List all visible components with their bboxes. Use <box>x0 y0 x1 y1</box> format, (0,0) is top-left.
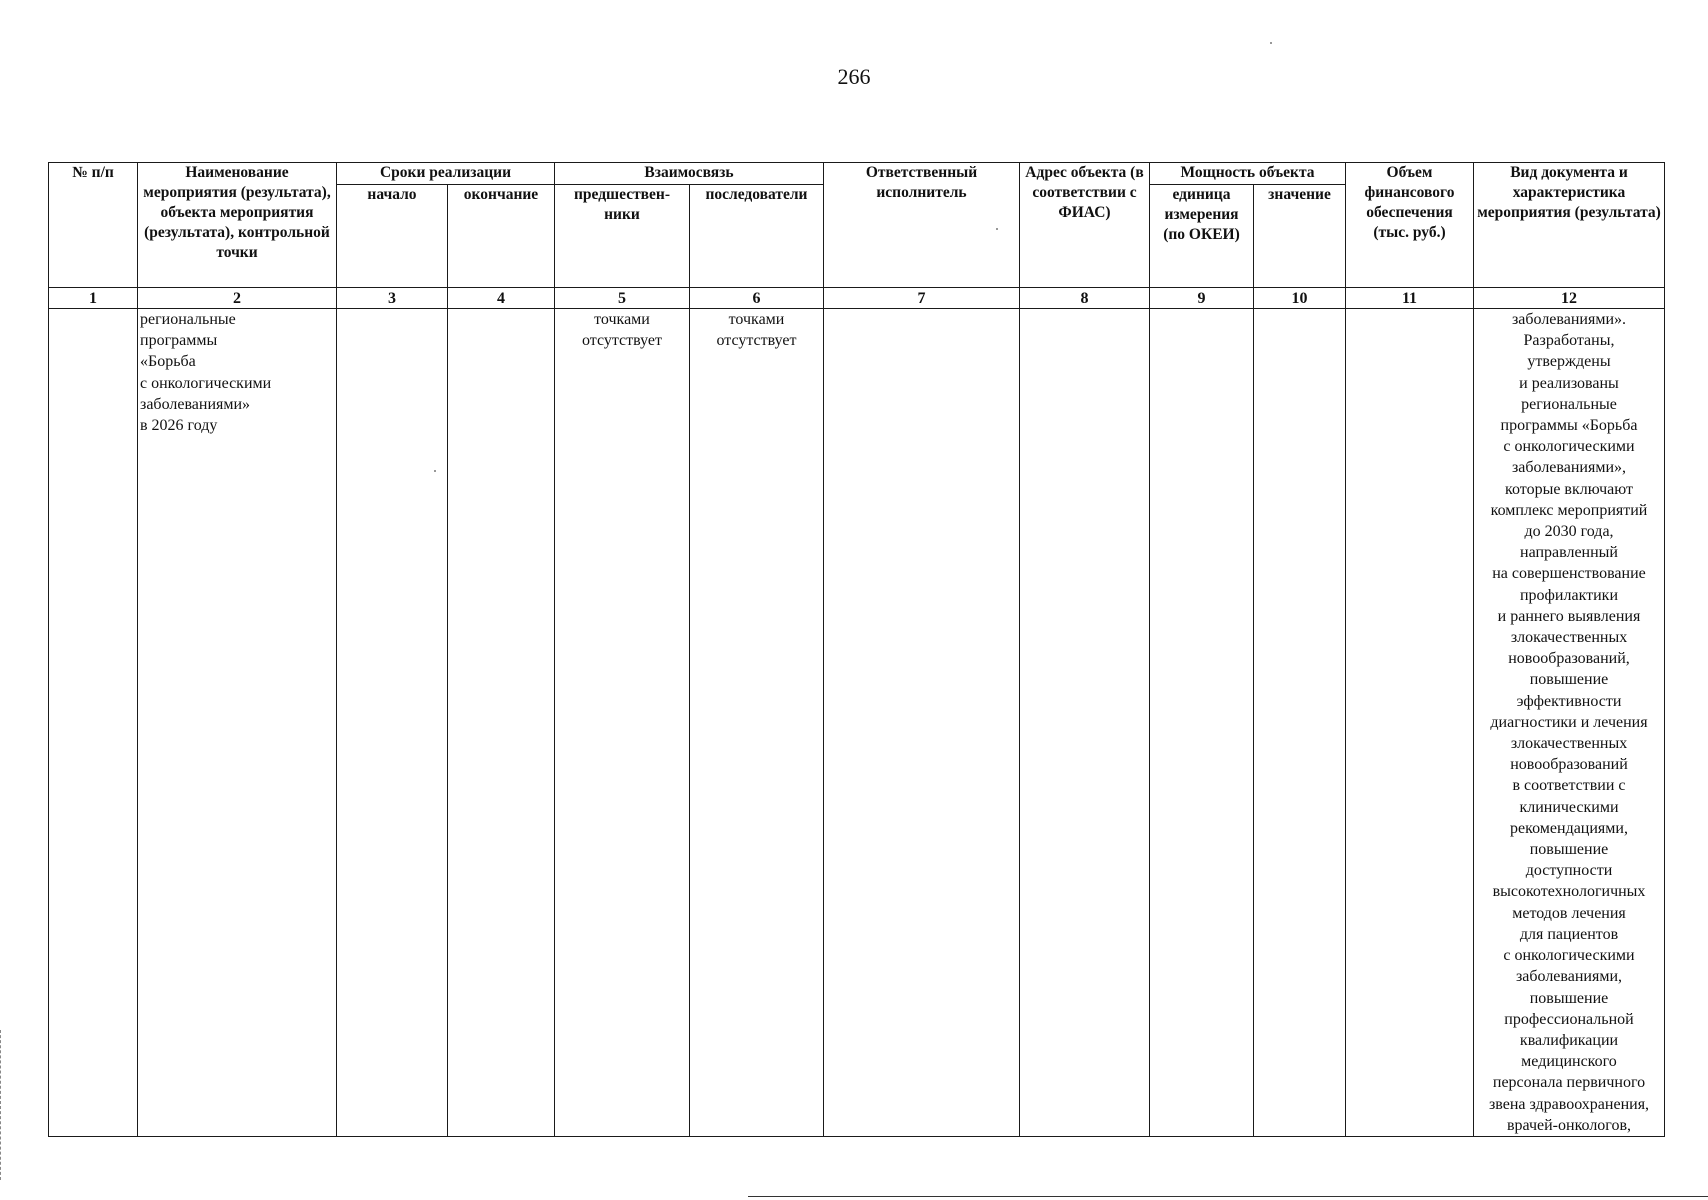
text-line: профессиональной <box>1504 1010 1634 1028</box>
text-line: злокачественных <box>1510 735 1628 753</box>
header-link-pred: предшествен-ники <box>555 184 690 287</box>
text-line: эффективности <box>1516 692 1622 710</box>
column-number: 1 <box>49 288 138 309</box>
text-line: до 2030 года, <box>1524 523 1614 541</box>
text-line: Разработаны, <box>1523 332 1615 350</box>
text-line: на совершенствование <box>1492 565 1646 583</box>
page-number: 266 <box>837 64 871 89</box>
activities-table <box>48 162 1665 1137</box>
column-number: 2 <box>138 288 337 309</box>
text-line: направленный <box>1520 544 1618 562</box>
scan-bottom-line <box>748 1196 1708 1197</box>
text-line: повышение <box>1529 841 1609 859</box>
text-line: точками <box>594 311 650 328</box>
text-line: высокотехнологичных <box>1492 883 1646 901</box>
text-line: с онкологическими <box>1503 947 1635 965</box>
cell-predecessors <box>555 309 690 1137</box>
text-line: заболеваниями» <box>140 395 251 413</box>
cell-responsible <box>824 309 1020 1137</box>
text-line: заболеваниями», <box>1511 459 1627 477</box>
cell-address <box>1020 309 1150 1137</box>
text-line: звена здравоохранения, <box>1488 1095 1650 1113</box>
text-line: утверждены <box>1527 353 1611 371</box>
column-number: 5 <box>555 288 690 309</box>
header-capacity-value: значение <box>1254 184 1346 287</box>
column-number: 3 <box>337 288 448 309</box>
cell-predecessors-lines <box>557 309 687 351</box>
cell-doc-type-lines <box>1476 309 1662 1136</box>
header-terms-end: окончание <box>448 184 555 287</box>
text-line: врачей-онкологов, <box>1506 1116 1632 1134</box>
text-line: профилактики <box>1519 586 1619 604</box>
column-number: 10 <box>1254 288 1346 309</box>
text-line: программы «Борьба <box>1500 417 1638 435</box>
text-line: новообразований <box>1510 756 1628 774</box>
scan-speck <box>996 228 998 230</box>
cell-finance <box>1346 309 1474 1137</box>
column-number: 7 <box>824 288 1020 309</box>
header-address: Адрес объекта (в соответствии с ФИАС) <box>1020 163 1150 288</box>
header-responsible: Ответственный исполнитель <box>824 163 1020 288</box>
column-number: 6 <box>690 288 824 309</box>
text-line: в соответствии с <box>1512 777 1626 795</box>
header-finance: Объем финансового обеспечения (тыс. руб.) <box>1346 163 1474 288</box>
text-line: новообразований, <box>1508 650 1630 668</box>
header-link-next: последователи <box>690 184 824 287</box>
text-line: повышение <box>1529 989 1609 1007</box>
table-row <box>49 309 1665 1137</box>
header-num: № п/п <box>49 163 138 288</box>
header-name: Наименование мероприятия (результата), объекта мероприятия (результата), контрольной точки <box>138 163 337 288</box>
text-line: программы <box>140 332 218 350</box>
scan-speck <box>1270 42 1272 44</box>
text-line: комплекс мероприятий <box>1490 501 1648 519</box>
column-number: 9 <box>1150 288 1254 309</box>
text-line: региональные <box>140 311 236 328</box>
text-line: и раннего выявления <box>1497 607 1641 625</box>
text-line: клиническими <box>1519 798 1619 816</box>
cell-successors-lines <box>692 309 821 351</box>
text-line: для пациентов <box>1519 925 1619 943</box>
cell-successors <box>690 309 824 1137</box>
text-line: персонала первичного <box>1492 1074 1646 1092</box>
text-line: «Борьба <box>140 353 196 371</box>
cell-name <box>138 309 337 1137</box>
header-capacity: Мощность объекта <box>1150 163 1346 185</box>
cell-doc-type <box>1474 309 1665 1137</box>
cell-num <box>49 309 138 1137</box>
cell-name-lines <box>140 309 334 436</box>
header-doc-type: Вид документа и характеристика мероприятия (результата) <box>1474 163 1665 288</box>
column-number: 11 <box>1346 288 1474 309</box>
text-line: которые включают <box>1505 480 1633 498</box>
header-row-1 <box>49 163 1665 185</box>
column-number: 8 <box>1020 288 1150 309</box>
column-number: 4 <box>448 288 555 309</box>
text-line: точками <box>728 311 785 328</box>
text-line: с онкологическими <box>140 374 272 392</box>
cell-start <box>337 309 448 1137</box>
text-line: злокачественных <box>1510 629 1628 647</box>
text-line: региональные <box>1521 395 1617 413</box>
text-line: заболеваниями, <box>1515 968 1623 986</box>
text-line: в 2026 году <box>140 417 218 435</box>
text-line: рекомендациями, <box>1510 819 1628 837</box>
text-line: повышение <box>1529 671 1609 689</box>
cell-unit <box>1150 309 1254 1137</box>
text-line: с онкологическими <box>1503 438 1635 456</box>
header-terms: Сроки реализации <box>337 163 555 185</box>
text-line: отсутствует <box>716 332 797 350</box>
header-capacity-unit: единица измерения (по ОКЕИ) <box>1150 184 1254 287</box>
scan-binding-mark <box>0 1030 3 1180</box>
text-line: медицинского <box>1521 1053 1617 1071</box>
text-line: отсутствует <box>581 332 663 350</box>
text-line: доступности <box>1525 862 1613 880</box>
text-line: методов лечения <box>1512 904 1626 922</box>
cell-value <box>1254 309 1346 1137</box>
header-link: Взаимосвязь <box>555 163 824 185</box>
scan-speck <box>434 470 436 472</box>
column-number-row <box>49 288 1665 309</box>
text-line: заболеваниями». <box>1511 311 1627 328</box>
header-terms-start: начало <box>337 184 448 287</box>
column-number: 12 <box>1474 288 1665 309</box>
cell-end <box>448 309 555 1137</box>
text-line: и реализованы <box>1519 374 1619 392</box>
text-line: квалификации <box>1519 1031 1619 1049</box>
text-line: диагностики и лечения <box>1490 713 1648 731</box>
